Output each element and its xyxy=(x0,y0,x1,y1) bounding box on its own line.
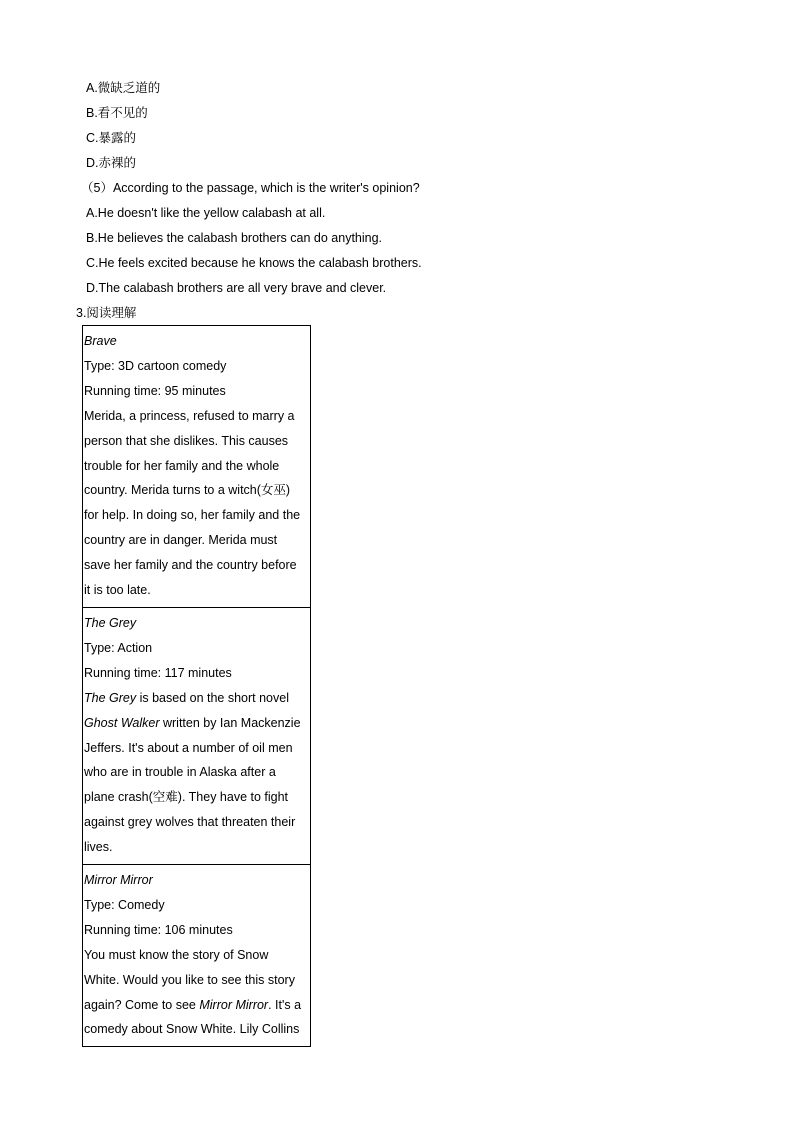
movie-desc-line: person that she dislikes. This causes xyxy=(84,433,289,448)
movie-desc-line: for help. In doing so, her family and the xyxy=(84,508,301,523)
option-d: D.赤裸的 xyxy=(86,156,137,170)
movie-title: The Grey xyxy=(84,615,137,630)
section-title: 3.阅读理解 xyxy=(76,306,137,320)
movie-type: Type: Comedy xyxy=(84,897,165,912)
movie-desc-line: Merida, a princess, refused to marry a xyxy=(84,408,295,423)
movie-row-the-grey xyxy=(83,607,311,864)
movie-row-mirror-mirror xyxy=(83,865,311,1047)
movie-desc-line: country are in danger. Merida must xyxy=(84,533,278,548)
q5-option-c: C.He feels excited because he knows the calabash brothers. xyxy=(86,256,422,270)
movie-desc-text: written by Ian Mackenzie xyxy=(159,715,301,730)
movie-desc-line: against grey wolves that threaten their xyxy=(84,815,296,830)
movie-title-inline: Mirror Mirror xyxy=(199,997,269,1012)
movie-desc-line xyxy=(84,993,309,1018)
movie-desc-text: is based on the short novel xyxy=(136,690,289,705)
q5-option-d: D.The calabash brothers are all very brave and clever. xyxy=(86,281,387,295)
movie-title: Mirror Mirror xyxy=(84,873,153,888)
movie-desc-line: Jeffers. It's about a number of oil men xyxy=(84,740,293,755)
movie-desc-line: trouble for her family and the whole xyxy=(84,458,280,473)
q5-option-a: A.He doesn't like the yellow calabash at all. xyxy=(86,206,326,220)
movie-running-time: Running time: 117 minutes xyxy=(84,665,232,680)
option-a: A.微缺乏道的 xyxy=(86,81,161,95)
movie-desc-line: country. Merida turns to a witch(女巫) xyxy=(84,483,291,498)
movie-desc-text: . It's a xyxy=(268,997,302,1012)
movie-desc-line: You must know the story of Snow xyxy=(84,947,269,962)
movie-desc-line: comedy about Snow White. Lily Collins xyxy=(84,1022,300,1037)
movie-title: Brave xyxy=(84,334,117,348)
movie-desc-line: White. Would you like to see this story xyxy=(84,972,295,987)
novel-title-inline: Ghost Walker xyxy=(84,715,160,730)
option-b: B.看不见的 xyxy=(86,106,148,120)
movie-desc-text: again? Come to see xyxy=(84,997,200,1012)
movie-running-time: Running time: 106 minutes xyxy=(84,922,233,937)
movie-desc-line: save her family and the country before xyxy=(84,558,297,573)
movie-row-brave xyxy=(83,326,311,608)
movie-title-inline: The Grey xyxy=(84,690,137,705)
movie-table xyxy=(82,325,311,1047)
movie-desc-line xyxy=(84,711,309,736)
movie-running-time: Running time: 95 minutes xyxy=(84,383,226,398)
movie-desc-line: who are in trouble in Alaska after a xyxy=(84,765,276,780)
movie-type: Type: 3D cartoon comedy xyxy=(84,358,227,373)
movie-desc-line xyxy=(84,686,309,711)
movie-desc-line: lives. xyxy=(84,840,113,855)
movie-desc-line: it is too late. xyxy=(84,583,151,598)
movie-desc-line: plane crash(空难). They have to fight xyxy=(84,790,289,805)
question-5-stem: （5）According to the passage, which is the writer's opinion? xyxy=(81,181,420,195)
q5-option-b: B.He believes the calabash brothers can do anything. xyxy=(86,231,383,245)
movie-type: Type: Action xyxy=(84,640,153,655)
option-c: C.暴露的 xyxy=(86,131,137,145)
